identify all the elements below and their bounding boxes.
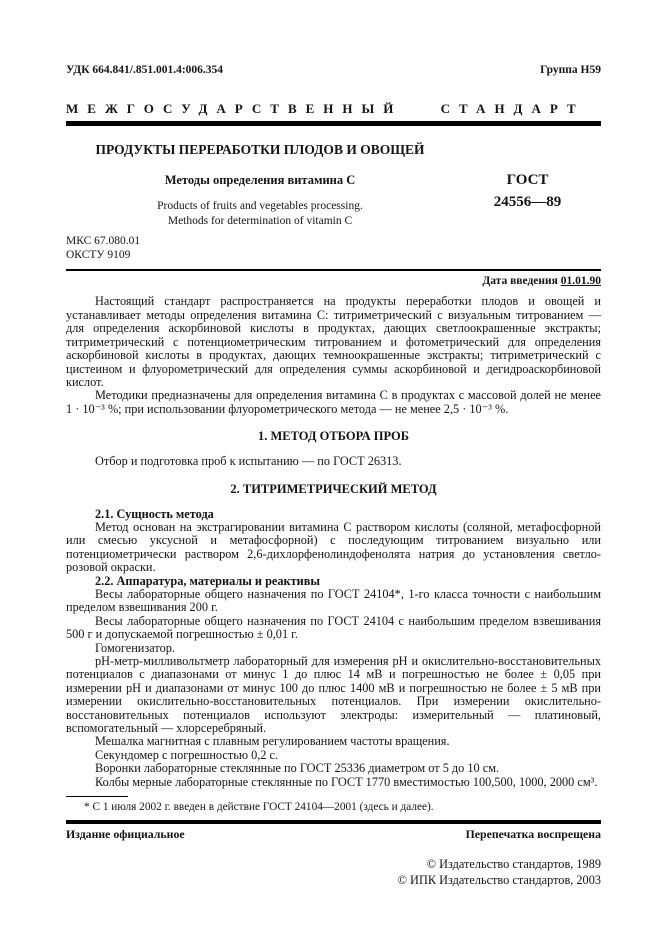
intro-paragraph-2: Методики предназначены для определения витамина С в продуктах с массовой долей не менее 1 · 10⁻³ %; при использовании флуорометрического метода — не менее 2,5 · 10⁻³ %. bbox=[66, 388, 601, 416]
gost-label: ГОСТ bbox=[506, 172, 549, 188]
section-1-paragraph-1: Отбор и подготовка проб к испытанию — по ГОСТ 26313. bbox=[95, 454, 402, 469]
gost-designation bbox=[454, 170, 601, 214]
footnote-text: * С 1 июля 2002 г. введен в действие ГОСТ 24104—2001 (здесь и далее). bbox=[84, 801, 434, 814]
mid-rule bbox=[66, 269, 601, 271]
title-block bbox=[66, 142, 601, 228]
title-english-line-1: Products of fruits and vegetables processing. bbox=[157, 200, 363, 212]
apparatus-paragraph: Воронки лабораторные стеклянные по ГОСТ 25336 диаметром от 5 до 10 см. bbox=[95, 761, 500, 776]
group-code: Группа Н59 bbox=[540, 64, 601, 76]
section-2-heading: 2. ТИТРИМЕТРИЧЕСКИЙ МЕТОД bbox=[230, 481, 437, 496]
title-english bbox=[66, 199, 454, 228]
document-title: ПРОДУКТЫ ПЕРЕРАБОТКИ ПЛОДОВ И ОВОЩЕЙ bbox=[95, 142, 425, 157]
document-body bbox=[66, 295, 601, 789]
section-2-1-paragraph-1: Метод основан на экстрагировании витамина С раствором кислоты (соляной, метафосфорной или смесью уксусной и метафосфорной) с последующим титрованием визуально или потенциометрически раствором 2,6-дихлорфенолиндофенолята натрия до установления светло-розовой окраски. bbox=[66, 519, 601, 575]
apparatus-paragraph: Гомогенизатор. bbox=[95, 640, 175, 655]
intro-paragraph-1: Настоящий стандарт распространяется на продукты переработки плодов и овощей и устанавливает методы определения витамина С: титриметрический с визуальным титрованием — для определения аскорбиновой кислоты в продуктах, дающих светлоокрашенные экстракты; титриметрический с потенциометрическим титрованием и фотометрический для определения аскорбиновой кислоты в продуктах, дающих темноокрашенные экстракты; титриметрический с цистеином и флуорометрический для определения суммы аскорбиновой и дегидроаскорбиновой кислот. bbox=[66, 294, 601, 389]
section-2-2-heading: 2.2. Аппаратура, материалы и реактивы bbox=[95, 573, 320, 588]
udk-code: УДК 664.841/.851.001.4:006.354 bbox=[66, 64, 224, 76]
thick-rule-footer bbox=[66, 820, 601, 824]
apparatus-paragraph: Колбы мерные лабораторные стеклянные по ГОСТ 1770 вместимостью 100,500, 1000, 2000 см³. bbox=[95, 774, 598, 789]
effective-date-label: Дата введения bbox=[482, 275, 558, 288]
apparatus-paragraph: Секундомер с погрешностью 0,2 с. bbox=[95, 747, 279, 762]
copyright-line-1: © Издательство стандартов, 1989 bbox=[426, 857, 601, 872]
apparatus-paragraph: Мешалка магнитная с плавным регулированием частоты вращения. bbox=[95, 734, 450, 749]
mks-code: МКС 67.080.01 bbox=[66, 235, 141, 248]
top-codes-row bbox=[66, 64, 601, 76]
copyright-block bbox=[66, 857, 601, 888]
effective-date-value: 01.01.90 bbox=[560, 275, 601, 288]
document-subtitle: Методы определения витамина С bbox=[164, 173, 356, 187]
gost-number: 24556—89 bbox=[493, 193, 562, 210]
apparatus-paragraph: Весы лабораторные общего назначения по ГОСТ 24104*, 1-го класса точности с наибольшим пределом взвешивания 200 г. bbox=[66, 586, 601, 615]
thick-rule-top bbox=[66, 121, 601, 126]
effective-date-line bbox=[66, 275, 601, 287]
classification-codes bbox=[66, 234, 601, 262]
official-edition-label: Издание официальное bbox=[66, 827, 185, 842]
standard-type-banner: МЕЖГОСУДАРСТВЕННЫЙ СТАНДАРТ bbox=[66, 101, 585, 116]
title-english-line-2: Methods for determination of vitamin C bbox=[167, 214, 353, 227]
reprint-prohibited-label: Перепечатка воспрещена bbox=[465, 827, 601, 842]
footnote-separator bbox=[66, 796, 128, 797]
okstu-code: ОКСТУ 9109 bbox=[66, 249, 131, 262]
apparatus-paragraph: рН-метр-милливольтметр лабораторный для измерения рН и окислительно-восстановительных потенциалов с диапазонами от минус 1 до плюс 14 мВ и погрешностью не более ± 0,05 при измерении рН и диапазонами от минус 100 до плюс 1400 мВ и погрешностью не более ± 5 мВ при измерении окислительно-восстановительных потенциалов. При измерении окислительно-восстановительных потенциалов используют электроды: измерительный — платиновый, вспомогательный — хлорсеребряный. bbox=[66, 654, 601, 736]
gost-designation-column bbox=[454, 142, 601, 228]
footer-row bbox=[66, 827, 601, 842]
apparatus-paragraph: Весы лабораторные общего назначения по ГОСТ 24104 с наибольшим пределом взвешивания 500 г и допускаемой погрешностью ± 0,01 г. bbox=[66, 613, 601, 642]
section-2-1-heading: 2.1. Сущность метода bbox=[95, 506, 214, 521]
section-1-heading: 1. МЕТОД ОТБОРА ПРОБ bbox=[257, 429, 410, 444]
copyright-line-2: © ИПК Издательство стандартов, 2003 bbox=[397, 872, 601, 887]
title-column bbox=[66, 142, 454, 228]
